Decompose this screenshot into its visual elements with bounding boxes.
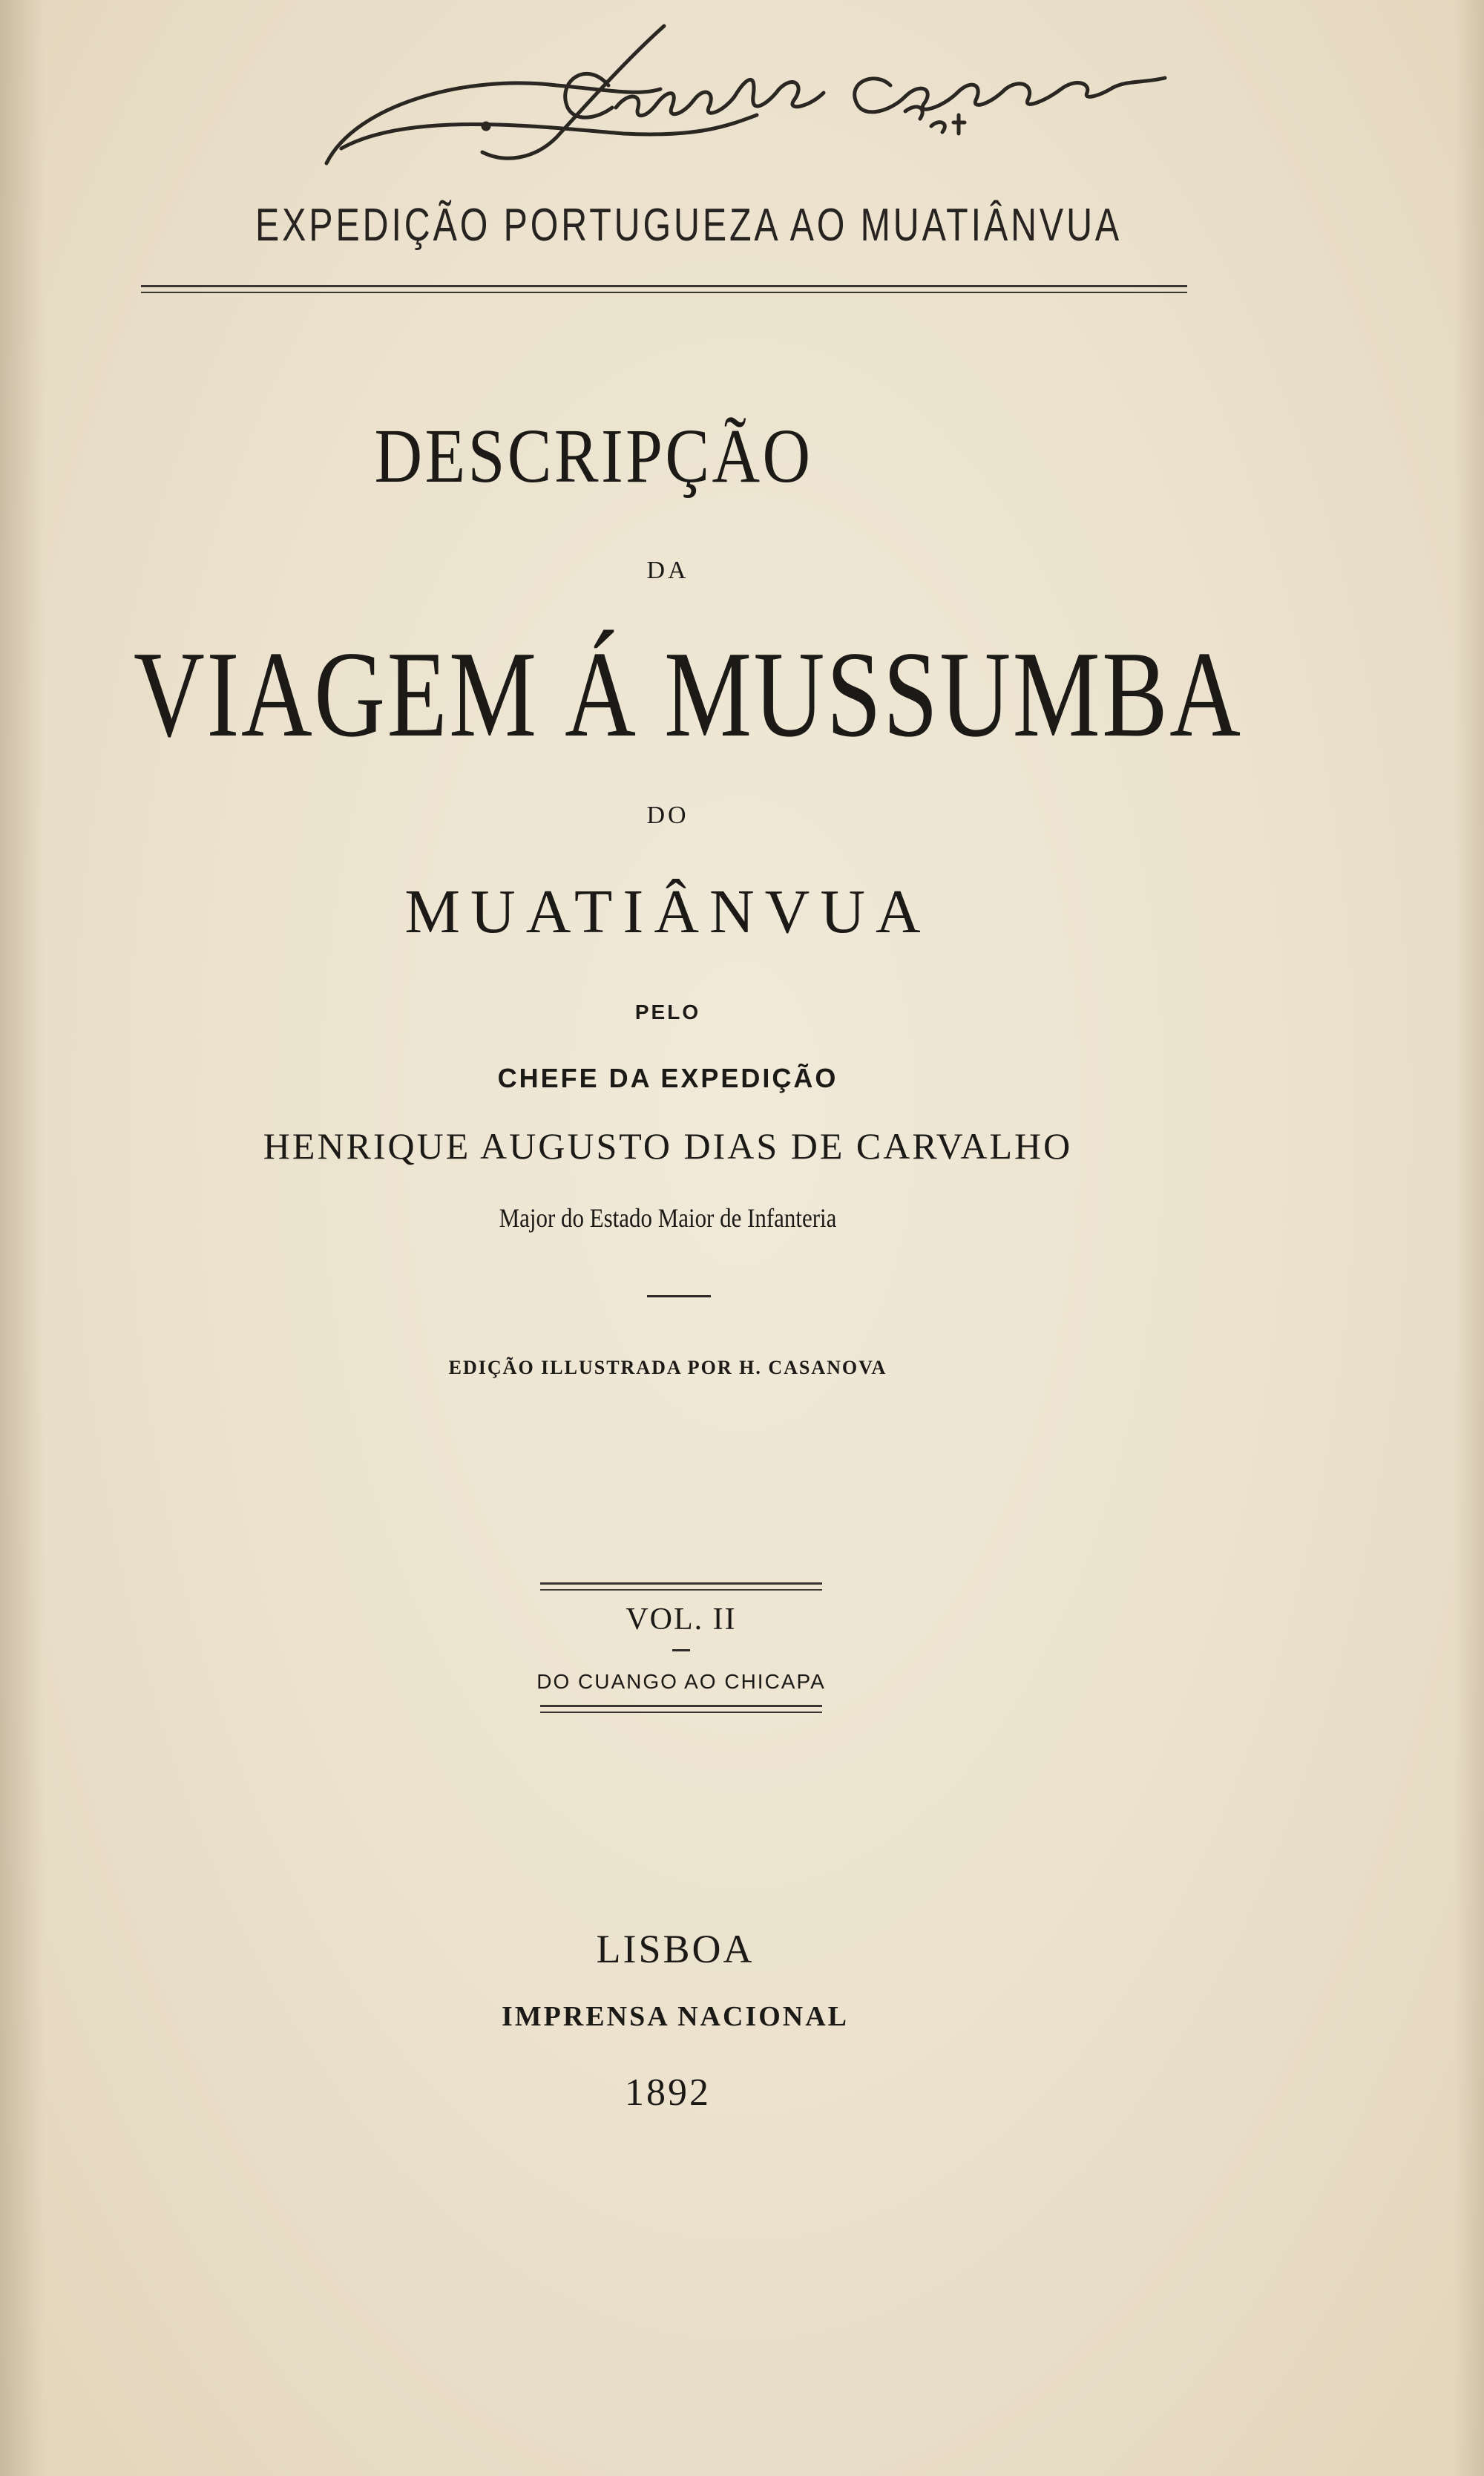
imprint-city: LISBOA — [596, 1927, 755, 1971]
title-connector-da: DA — [646, 557, 689, 584]
page-edge-shadow-left — [0, 0, 45, 2476]
author-by-label: PELO — [634, 1000, 701, 1024]
volume-bottom-rule — [540, 1705, 822, 1713]
author-name: HENRIQUE AUGUSTO DIAS DE CARVALHO — [263, 1125, 1073, 1167]
series-heading: EXPEDIÇÃO PORTUGUEZA AO MUATIÂNVUA — [255, 200, 1123, 251]
edition-note: EDIÇÃO ILLUSTRADA POR H. CASANOVA — [448, 1357, 887, 1378]
title-line-viagem: VIAGEM Á MUSSUMBA — [134, 626, 1243, 762]
author-role: CHEFE DA EXPEDIÇÃO — [497, 1063, 838, 1093]
handwritten-signature — [312, 15, 1217, 193]
header-double-rule — [141, 285, 1187, 293]
author-rank: Major do Estado Maior de Infanteria — [499, 1203, 837, 1233]
volume-subtitle: DO CUANGO AO CHICAPA — [536, 1670, 826, 1693]
title-connector-do: DO — [646, 802, 689, 829]
volume-separator-rule — [672, 1649, 690, 1651]
page-edge-shadow-right — [1454, 0, 1484, 2476]
author-separator-rule — [647, 1295, 711, 1297]
title-line-muatianvua: MUATIÂNVUA — [404, 877, 931, 946]
title-line-descripcao: DESCRIPÇÃO — [374, 413, 813, 499]
imprint-year: 1892 — [625, 2071, 711, 2114]
volume-top-rule — [540, 1582, 822, 1591]
volume-label: VOL. II — [626, 1602, 737, 1637]
imprint-publisher: IMPRENSA NACIONAL — [502, 2001, 849, 2032]
